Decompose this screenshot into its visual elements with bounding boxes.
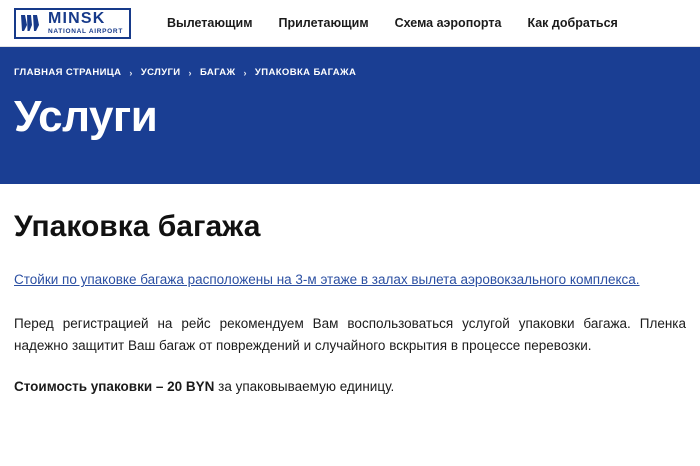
breadcrumb	[14, 67, 686, 78]
breadcrumb-separator-icon: ›	[243, 67, 247, 78]
breadcrumb-separator-icon: ›	[129, 67, 133, 78]
service-description-paragraph: Перед регистрацией на рейс рекомендуем Вам воспользоваться услугой упаковки багажа. Пленка надежно защитит Ваш багаж от повреждений и случайного вскрытия в процессе перевозки.	[14, 315, 686, 353]
breadcrumb-item-home[interactable]: ГЛАВНАЯ СТРАНИЦА	[14, 67, 122, 78]
breadcrumb-item-services[interactable]: УСЛУГИ	[140, 67, 181, 78]
main-navigation	[167, 16, 618, 30]
logo-subtitle: NATIONAL AIRPORT	[48, 27, 123, 35]
nav-item-airport-map[interactable]: Схема аэропорта	[394, 16, 502, 30]
airport-logo-icon	[20, 13, 42, 33]
main-content	[0, 184, 700, 398]
nav-item-departures[interactable]: Вылетающим	[167, 16, 253, 30]
section-heading: Упаковка багажа	[14, 210, 261, 243]
breadcrumb-item-baggage-wrapping: УПАКОВКА БАГАЖА	[254, 67, 357, 78]
price-unit: за упаковываемую единицу.	[214, 379, 395, 395]
page-banner	[0, 47, 700, 184]
price-paragraph	[14, 376, 686, 398]
nav-item-arrivals[interactable]: Прилетающим	[278, 16, 369, 30]
breadcrumb-item-baggage[interactable]: БАГАЖ	[199, 67, 236, 78]
price-value: Стоимость упаковки – 20 BYN	[14, 379, 215, 395]
baggage-desk-location-link[interactable]: Стойки по упаковке багажа расположены на 3-м этаже в залах вылета аэровокзального комплекса.	[14, 272, 640, 287]
logo-title: MINSK	[48, 9, 106, 27]
nav-item-how-to-get-here[interactable]: Как добраться	[527, 16, 618, 30]
site-logo[interactable]	[14, 8, 131, 39]
site-header	[0, 0, 700, 47]
page-title: Услуги	[14, 92, 158, 141]
breadcrumb-separator-icon: ›	[188, 67, 192, 78]
